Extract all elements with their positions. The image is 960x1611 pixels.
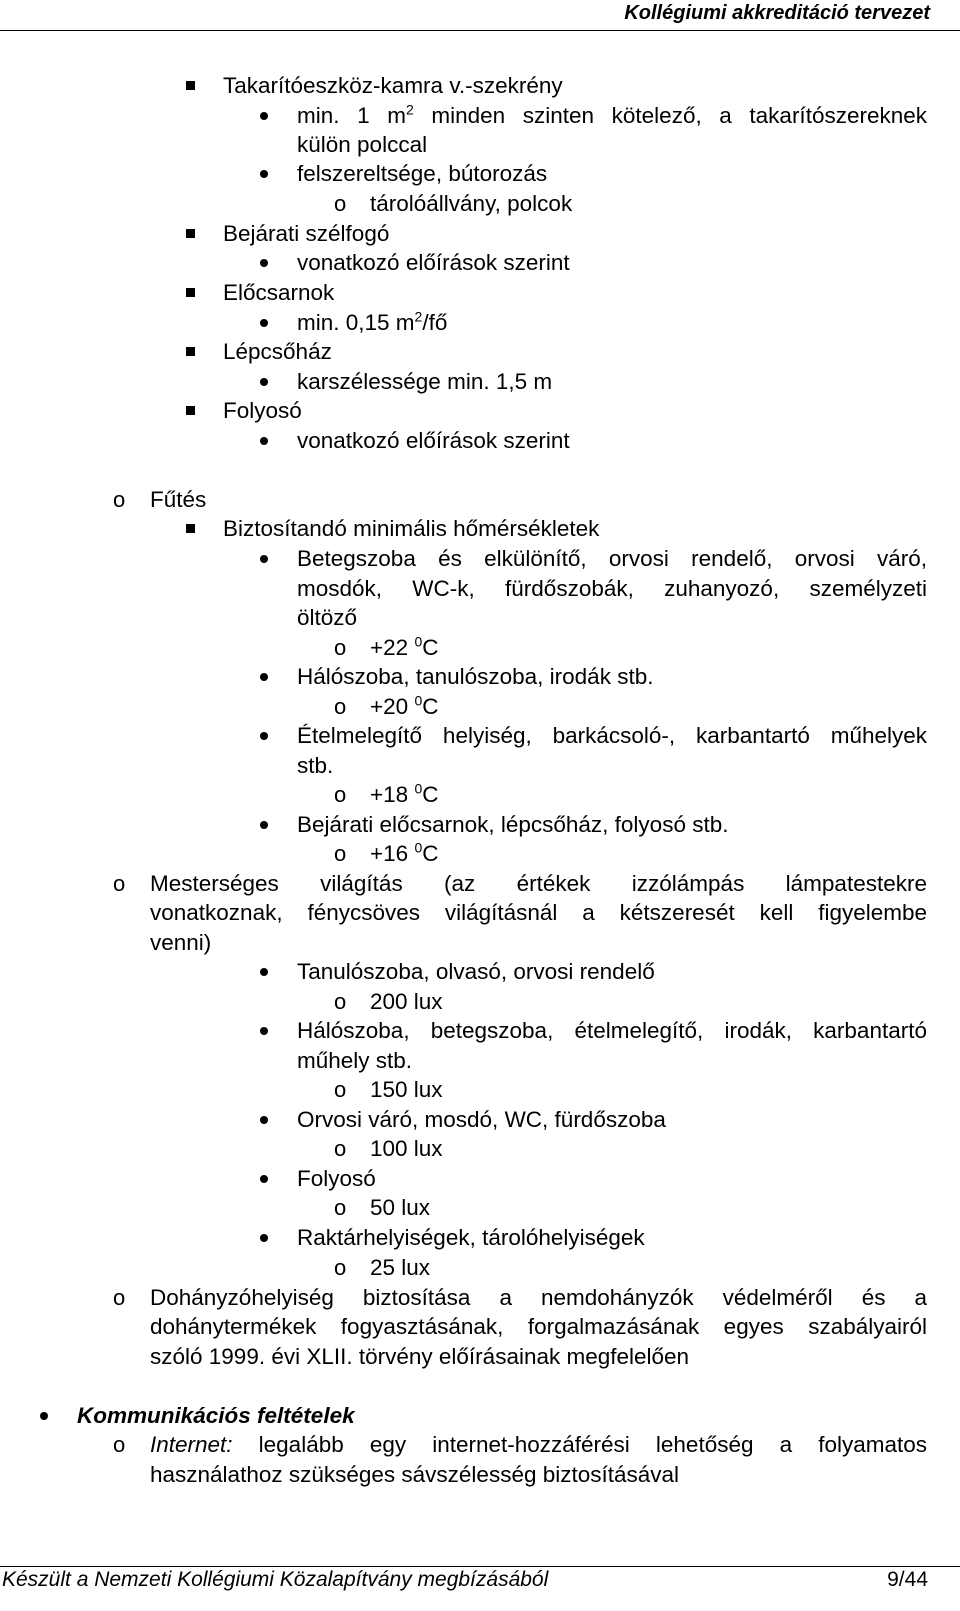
dot-bullet-icon xyxy=(260,248,268,267)
square-bullet-icon xyxy=(186,514,195,533)
heating-group2-temp: +20 $^0$C xyxy=(370,692,439,719)
lighting-room1: Tanulószoba, olvasó, orvosi rendelő xyxy=(297,959,655,984)
smoking-line2: dohánytermékek fogyasztásának, forgalmazásának egyes szabályairól xyxy=(150,1314,927,1339)
cleaning-min-line2: külön polccal xyxy=(297,132,428,157)
heating-group4-temp: +16 $^0$C xyxy=(370,839,439,866)
internet-label: Internet: xyxy=(150,1432,233,1457)
lighting-room3: Orvosi váró, mosdó, WC, fürdőszoba xyxy=(297,1107,666,1132)
internet-line1: Internet: legalább egy internet-hozzáférési lehetőség a folyamatos xyxy=(150,1432,927,1457)
dot-bullet-icon xyxy=(40,1401,48,1420)
lighting-room2-line2: műhely stb. xyxy=(297,1048,413,1073)
ring-bullet-icon: o xyxy=(334,841,347,866)
header-rule xyxy=(0,30,960,31)
lighting-room5: Raktárhelyiségek, tárolóhelyiségek xyxy=(297,1225,645,1250)
dot-bullet-icon xyxy=(260,721,268,740)
footer-credit: Készült a Nemzeti Kollégiumi Közalapítvány megbízásából xyxy=(2,1568,549,1591)
heating-title: Fűtés xyxy=(150,487,207,512)
dot-bullet-icon xyxy=(260,1105,268,1124)
staircase-width: karszélessége min. 1,5 m xyxy=(297,369,553,394)
header-title: Kollégiumi akkreditáció tervezet xyxy=(624,2,930,24)
square-bullet-icon xyxy=(186,278,195,297)
ring-bullet-icon: o xyxy=(334,782,347,807)
dot-bullet-icon xyxy=(260,957,268,976)
heating-group3-temp: +18 $^0$C xyxy=(370,780,439,807)
heating-group4-line1: Bejárati előcsarnok, lépcsőház, folyosó stb. xyxy=(297,812,729,837)
lighting-room5-value: 25 lux xyxy=(370,1255,431,1280)
page-number: 9/44 xyxy=(887,1568,928,1591)
dot-bullet-icon xyxy=(260,101,268,120)
dot-bullet-icon xyxy=(260,367,268,386)
square-bullet-icon xyxy=(186,396,195,415)
footer-rule xyxy=(0,1566,960,1567)
heating-group2-line1: Hálószoba, tanulószoba, irodák stb. xyxy=(297,664,654,689)
cleaning-equipment: felszereltsége, bútorozás xyxy=(297,161,548,186)
lighting-room4-value: 50 lux xyxy=(370,1195,431,1220)
item-corridor: Folyosó xyxy=(223,398,302,423)
item-foyer: Előcsarnok xyxy=(223,280,335,305)
dot-bullet-icon xyxy=(260,810,268,829)
lighting-room4: Folyosó xyxy=(297,1166,376,1191)
lighting-intro-line2: vonatkoznak, fénycsöves világításnál a kétszeresét kell figyelembe xyxy=(150,900,927,925)
heating-group1-line2: mosdók, WC-k, fürdőszobák, zuhanyozó, személyzeti xyxy=(297,576,927,601)
cleaning-min-line1: min. 1 $m^2$ minden szinten kötelező, a takarítószereknek xyxy=(297,101,927,128)
heating-group3-line2: stb. xyxy=(297,753,334,778)
dot-bullet-icon xyxy=(260,159,268,178)
corridor-rule: vonatkozó előírások szerint xyxy=(297,428,570,453)
item-cleaning-room: Takarítóeszköz-kamra v.-szekrény xyxy=(223,73,563,98)
windbreak-rule: vonatkozó előírások szerint xyxy=(297,250,570,275)
ring-bullet-icon: o xyxy=(334,191,347,216)
dot-bullet-icon xyxy=(260,662,268,681)
lighting-room2-line1: Hálószoba, betegszoba, ételmelegítő, irodák, karbantartó xyxy=(297,1018,927,1043)
heating-group3-line1: Ételmelegítő helyiség, barkácsoló-, karbantartó műhelyek xyxy=(297,723,927,748)
lighting-room1-value: 200 lux xyxy=(370,989,443,1014)
dot-bullet-icon xyxy=(260,1223,268,1242)
dot-bullet-icon xyxy=(260,544,268,563)
ring-bullet-icon: o xyxy=(334,694,347,719)
lighting-intro-line1: Mesterséges világítás (az értékek izzólámpás lámpatestekre xyxy=(150,871,927,896)
foyer-min: min. 0,15 $m^2/fő$ xyxy=(297,308,448,335)
heating-subtitle: Biztosítandó minimális hőmérsékletek xyxy=(223,516,600,541)
item-staircase: Lépcsőház xyxy=(223,339,332,364)
dot-bullet-icon xyxy=(260,1016,268,1035)
cleaning-shelf: tárolóállvány, polcok xyxy=(370,191,573,216)
smoking-line1: Dohányzóhelyiség biztosítása a nemdohányzók védelméről és a xyxy=(150,1285,927,1310)
dot-bullet-icon xyxy=(260,1164,268,1183)
lighting-room3-value: 100 lux xyxy=(370,1136,443,1161)
ring-bullet-icon: o xyxy=(334,635,347,660)
ring-bullet-icon: o xyxy=(334,1136,347,1161)
ring-bullet-icon: o xyxy=(334,1255,347,1280)
lighting-room2-value: 150 lux xyxy=(370,1077,443,1102)
ring-bullet-icon: o xyxy=(334,1195,347,1220)
heating-group1-line1: Betegszoba és elkülönítő, orvosi rendelő, orvosi váró, xyxy=(297,546,927,571)
dot-bullet-icon xyxy=(260,308,268,327)
ring-bullet-icon: o xyxy=(113,1432,126,1457)
square-bullet-icon xyxy=(186,337,195,356)
item-windbreak: Bejárati szélfogó xyxy=(223,221,390,246)
ring-bullet-icon: o xyxy=(113,1285,126,1310)
smoking-line3: szóló 1999. évi XLII. törvény előírásainak megfelelően xyxy=(150,1344,690,1369)
internet-line2: használathoz szükséges sávszélesség biztosításával xyxy=(150,1462,680,1487)
heating-group1-line3: öltöző xyxy=(297,605,358,630)
heating-group1-temp: +22 $^0$C xyxy=(370,633,439,660)
ring-bullet-icon: o xyxy=(113,487,126,512)
ring-bullet-icon: o xyxy=(334,1077,347,1102)
ring-bullet-icon: o xyxy=(334,989,347,1014)
communication-title: Kommunikációs feltételek xyxy=(77,1403,355,1428)
dot-bullet-icon xyxy=(260,426,268,445)
square-bullet-icon xyxy=(186,71,195,90)
lighting-intro-line3: venni) xyxy=(150,930,212,955)
square-bullet-icon xyxy=(186,219,195,238)
ring-bullet-icon: o xyxy=(113,871,126,896)
